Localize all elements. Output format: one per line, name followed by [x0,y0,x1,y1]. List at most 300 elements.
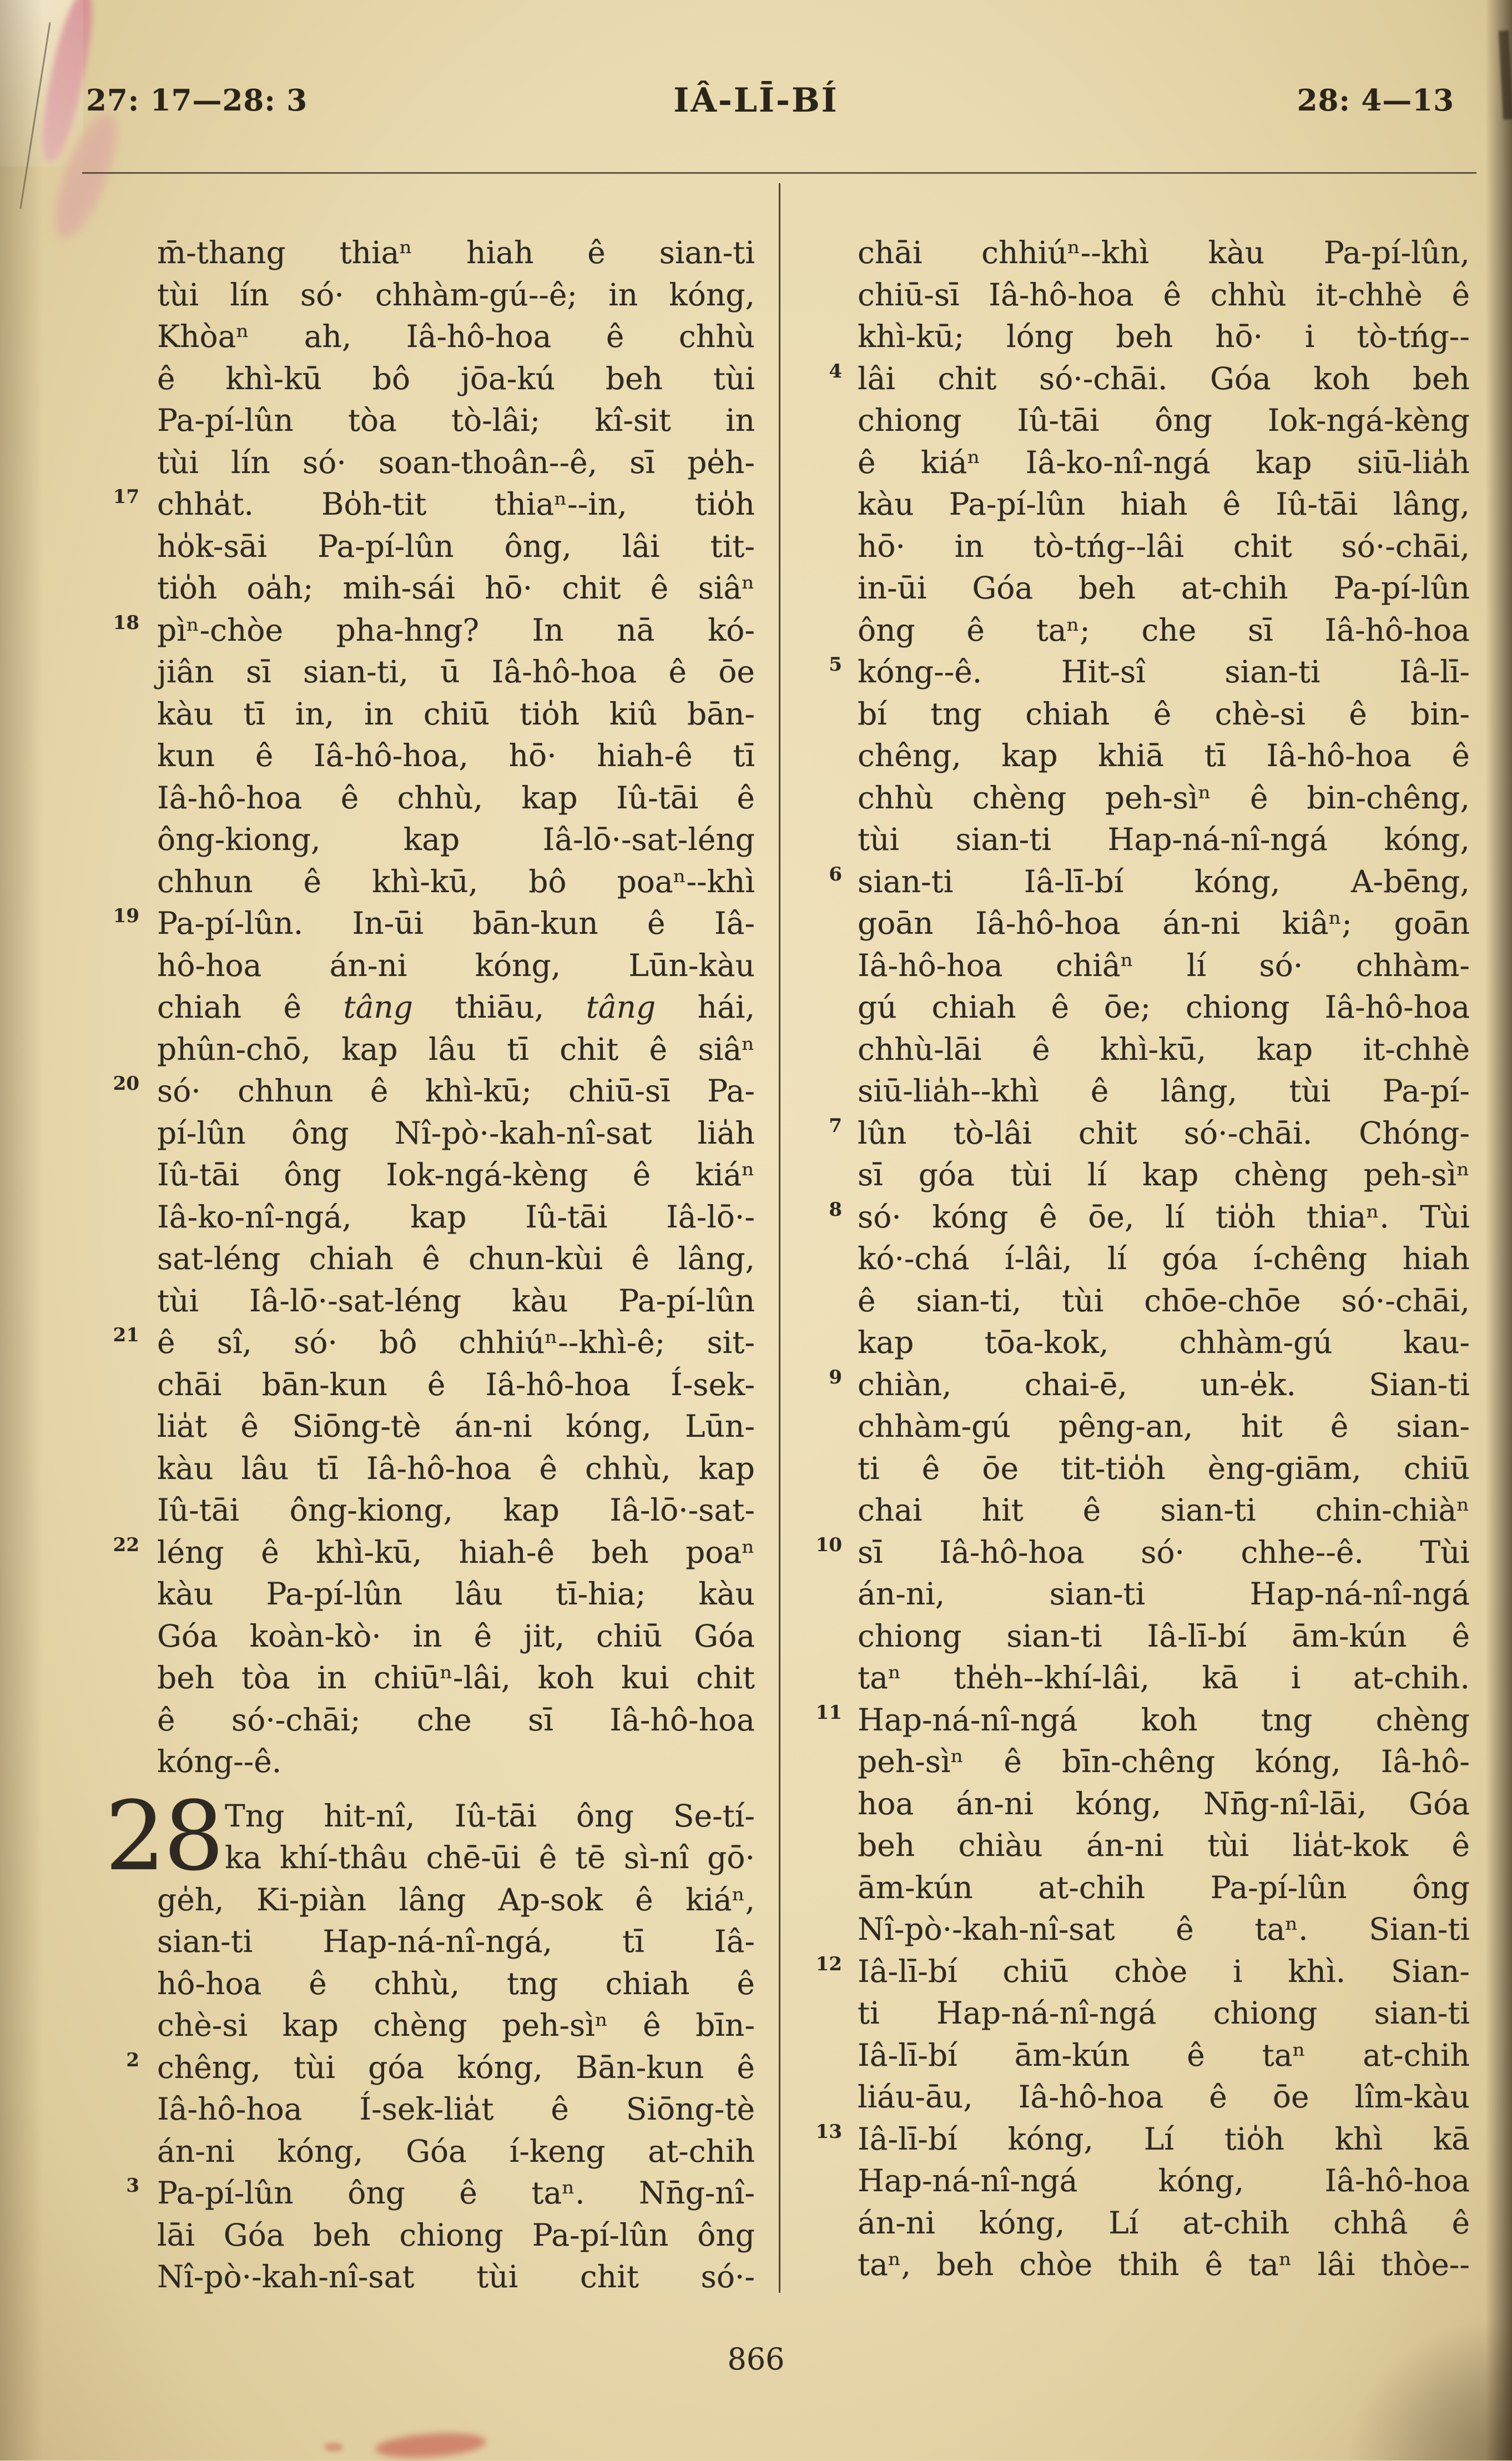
word: chiong [399,2217,503,2253]
word: ông [347,2175,405,2211]
word: ê [632,1157,651,1192]
text-line [157,2088,755,2131]
word: hiah-ê [597,738,693,773]
word: tio̍h [1224,2121,1284,2157]
word: chha̍t. [157,486,254,522]
word: ê [649,1031,668,1067]
word: chèng [972,779,1067,816]
word: kap [282,2007,339,2043]
word: thiaⁿ. [1306,1199,1389,1235]
verse-number: 22 [113,1533,139,1556]
word: Iâ-hô- [1380,1744,1470,1779]
page-title: IÂ-LĪ-BÍ [673,81,839,120]
verse-number: 19 [113,905,139,927]
word: ê [635,1881,653,1918]
word: nā [617,612,655,648]
word: thiāu, [455,989,545,1025]
word: án-ni [858,2205,935,2241]
word: tng [507,1965,558,2001]
word: beh [1078,570,1136,606]
word: só· [858,1199,901,1235]
word: chiong [858,1618,962,1654]
word: ê [1176,1911,1194,1947]
word: Lí [1108,2205,1139,2241]
word: só·- [700,2259,755,2294]
word: Sian-ti [1369,1911,1470,1947]
word: In-ūi [352,905,424,941]
text-line [157,1699,755,1742]
word: tùi [476,2259,518,2294]
word: Iâ-hô-hoa [406,319,552,354]
word: tâng [343,989,413,1025]
word: ê [157,360,175,396]
word: taⁿ; [1036,612,1090,648]
word: khì-kū, [372,863,478,899]
word: phûn-chō, [157,1031,311,1067]
word: gō· [707,1840,755,1875]
word: pí-lûn [157,1115,246,1151]
word: kiáⁿ [695,1157,755,1192]
word: Iû-tāi [525,1199,608,1235]
word: ū [440,654,460,690]
word: beh [591,1534,649,1570]
word: bô [372,360,411,396]
word: ê [1451,2205,1470,2241]
word: tò-lâi; [451,402,541,438]
word: Iâ-hô-hoa [485,1366,631,1402]
text-line [157,1154,755,1196]
word: mih-sái [342,570,455,606]
word: Pa-pí-lûn [317,528,454,564]
text-line [126,2172,755,2215]
word: Bo̍h-tit [321,486,427,522]
word: kap [403,822,460,857]
word: kóng, [979,2205,1065,2241]
word: chit [560,1031,619,1067]
word: tò-tńg-- [1357,319,1470,354]
word: soan-thoân--ê, [378,444,598,480]
word: ōe, [1088,1199,1135,1235]
text-line [113,1322,755,1364]
word: chhun [157,863,253,899]
word: Pa-pí-lûn. [157,905,304,941]
word: siâⁿ [698,1031,755,1067]
word: hō· [485,570,533,606]
word: at-chih [1181,570,1288,606]
word: ê [1451,1618,1470,1654]
text-line [829,651,1470,693]
verse-number: 21 [113,1324,139,1346]
word: ōe [982,1450,1019,1486]
word: ê [858,444,876,480]
word: kiâⁿ; [1282,905,1352,941]
word: Pa-pí-lûn [618,1282,755,1318]
text-line [858,610,1470,652]
word: tùi [157,1282,199,1318]
word: kóng, [1384,822,1470,857]
word: lâu [429,1031,476,1067]
word: chin-chiàⁿ [1315,1492,1470,1528]
word: ah, [304,319,352,354]
word: lín [231,444,270,480]
word: chiàu [958,1828,1043,1863]
word: chiū [1403,1450,1470,1486]
word: the̍h--khí-lâi, [954,1660,1150,1695]
word: lí [1186,947,1207,983]
word: tòa [241,1660,290,1695]
word: kóng, [457,2049,543,2085]
word: hiah [1120,486,1188,522]
word: jiân [157,654,214,690]
word: Iû-tāi [616,779,699,816]
word: sian-ti [858,863,954,899]
word: tī [243,696,266,732]
word: kap [503,1492,560,1528]
word: Iâ-hô-hoa [939,1534,1085,1570]
word: kàu [511,1282,568,1318]
word: khì. [1288,1953,1346,1989]
word: chiū [596,1618,663,1654]
word: i [1304,319,1315,354]
word: ê [650,570,669,606]
word: Góa [694,1618,755,1654]
word: chhù, [397,779,483,816]
word: kóng, [1158,2163,1244,2198]
word: ông-kiong, [289,1492,453,1528]
word: chit [1233,528,1292,564]
word: Iâ-hô-hoa [491,654,637,690]
word: it-chhè [1316,276,1423,313]
word: kā [1202,1660,1239,1695]
word: ê [1163,276,1181,313]
text-line [157,232,755,274]
verse-number: 8 [829,1198,842,1221]
verse-number: 2 [126,2049,139,2071]
word: tng [1261,1702,1313,1738]
word: chāi [157,1366,222,1402]
word: Góa [1210,360,1271,396]
word: chiong [858,402,962,438]
word: poaⁿ--khì [617,863,755,899]
word: ōe [718,654,755,690]
word: in [725,402,755,438]
verse-number: 20 [113,1073,139,1095]
word: khì [1334,2121,1383,2157]
word: ê [157,1325,175,1360]
word: Iû-tāi [157,1492,240,1528]
text-line [157,442,755,484]
word: siâⁿ [698,570,755,606]
word: èng-giām, [1207,1450,1362,1486]
word: Pa-pí-lûn [1210,1869,1347,1905]
text-line [157,1963,755,2005]
word: ê [1451,276,1470,313]
word: pe̍h- [687,444,755,480]
word: chòe [1114,1953,1188,1989]
text-line [157,1238,755,1280]
word: Ap-sok [498,1881,603,1918]
word: khì-kū; [425,1073,532,1109]
verse-number: 7 [829,1114,842,1137]
word: khì-kū, [1100,1031,1207,1067]
word: Nn̄g-nî- [639,2175,755,2211]
word: ê [255,738,274,773]
text-line [858,1741,1470,1783]
word: ê [1032,1031,1050,1067]
word: kap [1256,444,1312,480]
word: chêng, [157,2049,261,2085]
word: chiah [931,989,1016,1025]
text-line [157,1113,755,1155]
word: kàu [157,696,214,732]
word: tùi [858,822,900,857]
verse-number: 11 [815,1701,842,1724]
word: hō· [1215,319,1263,354]
word: tùi [1207,1828,1249,1863]
word: lâu [455,1576,503,1612]
word: Iâ-ko-nî-ngá [1025,444,1211,480]
word: ê [587,235,606,270]
word: sī [629,444,656,480]
bottom-right-corner-shadow [1345,2316,1512,2460]
right-scan-edge-shadow [1485,0,1512,2460]
word: bô [379,1325,417,1360]
word: ê [303,863,322,899]
word: kiû [609,696,658,732]
word: ti [858,1450,880,1486]
word: tōa-kok, [984,1325,1109,1360]
word: Pa-pí-lûn [532,2217,669,2253]
word: kàu [157,1576,214,1612]
word: sat-léng [157,1241,281,1276]
word: Nn̄g-nî-lāi, [1203,1785,1367,1821]
word: kap [1001,738,1058,773]
text-line [858,2160,1470,2202]
word: tùi [157,276,199,313]
word: pêng-an, [1058,1408,1193,1444]
text-line [858,400,1470,442]
word: ê [668,654,687,690]
word: Iû-tāi [1276,486,1358,522]
word: sian-ti [1374,1995,1470,2031]
word: hô-hoa [157,1965,262,2001]
word: siū-lia̍h--khì [858,1073,1039,1109]
text-line [858,693,1470,736]
word: at-chih. [1353,1660,1470,1695]
word: Iok-ngá-kèng [1267,402,1470,438]
word: tio̍h [519,696,580,732]
word: tio̍h [694,486,755,522]
word: ōe; [1103,989,1151,1025]
text-line [815,1951,1470,1993]
word: án-ni [329,947,407,983]
word: Í-sek-lia̍t [359,2091,494,2127]
word: kap [521,779,578,816]
word: án-ni [956,1785,1034,1821]
verse-number: 10 [815,1533,842,1556]
word: khí-thâu [280,1840,408,1875]
word: só·-chāi, [1341,1282,1470,1318]
verse-number: 6 [829,863,842,885]
word: Hap-ná-nî-ngá [858,1702,1078,1738]
text-line [157,2215,755,2257]
word: in-ūi [858,570,927,606]
word: khì-kū; [858,319,965,354]
text-line [858,1825,1470,1867]
word: chhiúⁿ--khì-ê; [458,1325,666,1360]
word: at-chih [1182,2205,1290,2241]
word: Iâ-hô-hoa [609,1702,755,1738]
word: só·-chāi. [1039,360,1168,396]
word: ê [1204,2247,1223,2282]
word: tùi [1062,1282,1104,1318]
word: thiaⁿ [339,235,413,270]
word: taⁿ [1248,2247,1292,2282]
text-line [157,1837,755,1879]
word: tit-tio̍h [1061,1450,1166,1486]
word: lâu [241,1450,289,1486]
word: beh [157,1660,215,1695]
word: beh [1412,360,1470,396]
word: ê [240,1408,259,1444]
word: góa [1162,1241,1218,1276]
word: ê [858,1282,876,1318]
word: Siōng-tè [292,1408,421,1444]
word: Iâ-hô-hoa [1324,2163,1470,2198]
word: kiáⁿ, [685,1881,755,1918]
word: ê [921,1450,940,1486]
text-line [858,2244,1470,2286]
word: Iâ-hô-hoa, [314,738,469,773]
word: kóng [932,1199,1009,1235]
word: chhiúⁿ--khì [981,235,1150,270]
word: hiah-ê [458,1534,555,1570]
word: Iâ-hô-hoa [1324,612,1470,648]
word: sī [246,654,271,690]
word: bān- [687,696,755,732]
word: hō· [858,528,906,564]
text-line [858,526,1470,568]
text-line [858,484,1470,526]
word: ê [157,1702,175,1738]
word: chiah [1025,696,1110,732]
word: in [608,276,638,313]
word: tò-tńg--lâi [1033,528,1185,564]
word: tī [316,1450,339,1486]
word: taⁿ. [1254,1911,1308,1947]
verse-number: 17 [113,486,139,508]
text-line [157,2005,755,2047]
word: kóng, [475,947,561,983]
text-line [858,1280,1470,1322]
text-line [858,1489,1470,1532]
text-column-left [105,232,755,2298]
text-line [858,1615,1470,1658]
word: un-e̍k. [1200,1366,1296,1402]
verse-number: 13 [815,2120,842,2143]
word: lín [230,276,269,313]
word: lia̍t-kok [1292,1828,1409,1863]
word: ông [1155,402,1212,438]
text-line [157,2131,755,2173]
word: at-chih [648,2133,755,2169]
word: goān [1394,905,1470,941]
text-line [829,861,1470,903]
word: ê [1187,2037,1205,2073]
word: chāi [858,235,923,270]
word: kóng, [277,2133,364,2169]
word: kóng, [566,1408,652,1444]
word: in [954,528,984,564]
word: Tùi [1420,1534,1470,1570]
word: lāi [157,2217,195,2253]
word: chèng [373,2007,467,2043]
word: tùi [293,2049,336,2085]
word: chiūⁿ-lâi, [374,1660,511,1695]
word: kóng, [1194,863,1281,899]
word: lí [1165,1199,1185,1235]
word: sī [1247,612,1273,648]
word: ê [538,1840,557,1875]
word: só· [1141,1534,1185,1570]
word: in [364,696,394,732]
word: chè-si [1214,696,1306,732]
word: goān [858,905,934,941]
word: kóng, [669,276,755,313]
text-line [858,1238,1470,1280]
word: ê [551,2091,569,2127]
word: chit [562,570,621,606]
text-line [858,777,1470,819]
word: chhàm-gú [1179,1325,1333,1360]
word: chiah [309,1241,394,1276]
word: kó·-chá [858,1241,970,1276]
word: Iâ-ko-nî-ngá, [157,1199,352,1235]
word: chit [580,2259,639,2294]
word: oa̍h; [246,570,314,606]
word: Iû-tāi [157,1157,240,1192]
red-ink-smudge [375,2430,487,2461]
word: lia̍t [157,1408,208,1444]
word: kap [1142,1157,1199,1192]
word: liáu-āu, [858,2079,973,2115]
word: hiah [466,235,534,270]
word: sī [858,1157,883,1192]
word: ông [576,1798,634,1834]
word: sian-ti [659,235,755,270]
word: tit- [710,528,755,564]
red-ink-dot [324,2443,343,2452]
word: kóng--ê. [157,1744,282,1779]
word: beh [1116,319,1173,354]
word: sì-nî [623,1840,689,1875]
word: bīn- [695,2007,755,2043]
word: chhâ [1333,2205,1408,2241]
word: taⁿ. [531,2175,585,2211]
word: chhù [1210,276,1287,313]
word: án-ni [454,1408,532,1444]
word: chiah [605,1965,690,2001]
word: ām-kún [858,1869,973,1905]
word: Iâ-lō·-sat-léng [249,1282,462,1318]
text-line [157,987,755,1029]
word: hiah [1402,1241,1470,1276]
word: kap [698,1450,755,1486]
text-line [157,1196,755,1239]
word: ê [422,1241,440,1276]
verse-number: 4 [829,360,842,383]
word: ê [1451,1828,1470,1863]
